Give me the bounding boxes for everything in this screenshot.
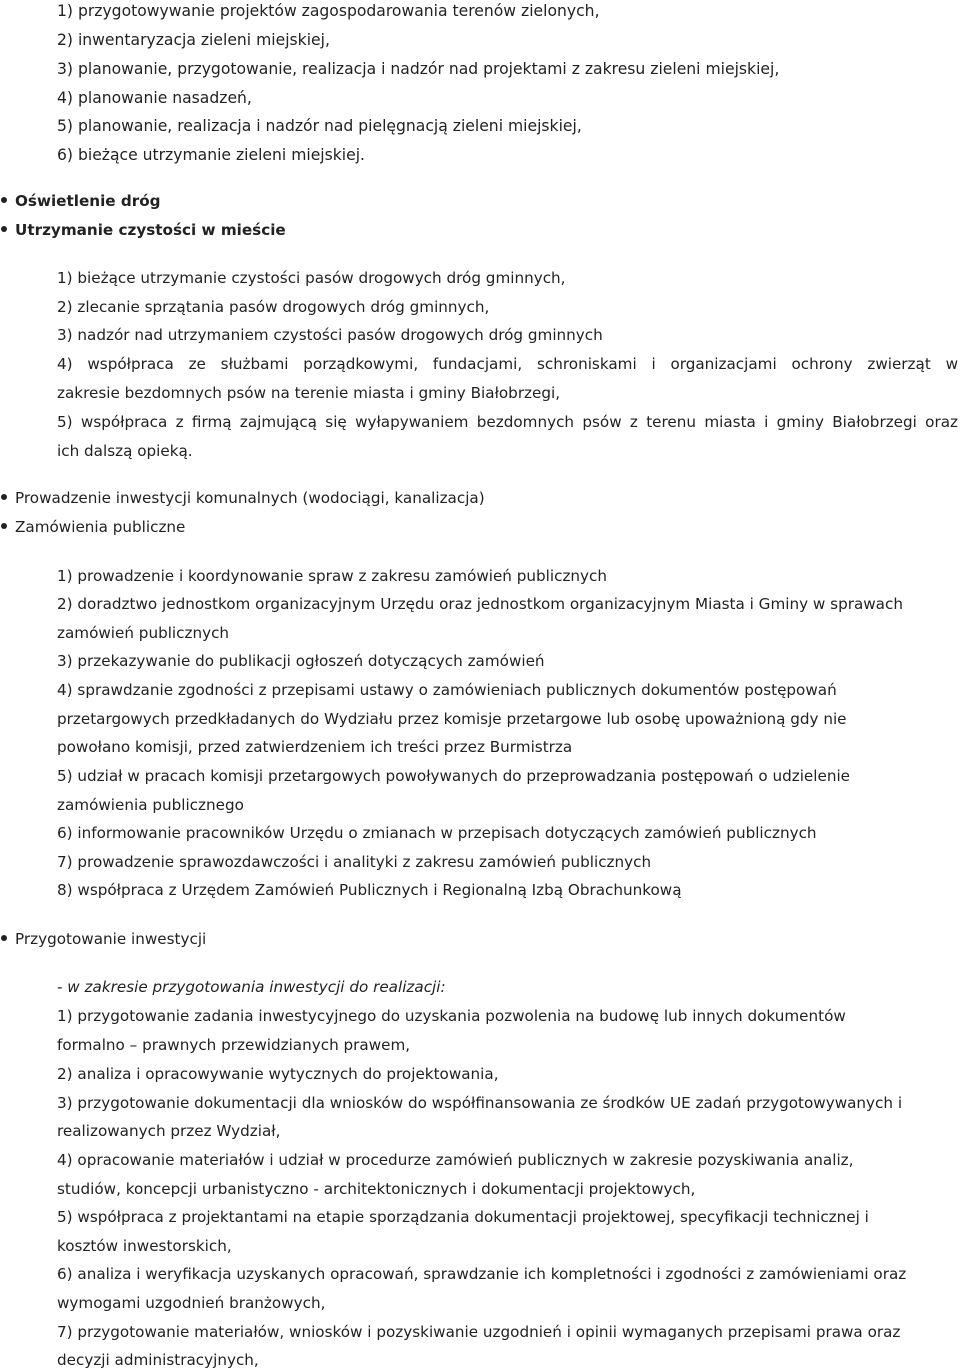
list-item: 4) planowanie nasadzeń, [57,89,252,107]
list-item: zakresie bezdomnych psów na terenie miasta i gminy Białobrzegi, [57,384,561,402]
list-item: 3) przygotowanie dokumentacji dla wniosków do współfinansowania ze środków UE zadań przygotowywanych i [57,1094,903,1112]
list-item: 7) przygotowanie materiałów, wniosków i pozyskiwanie uzgodnień i opinii wymaganych przepisami prawa oraz [57,1323,901,1341]
list-item: zamówień publicznych [57,624,230,642]
list-item: decyzji administracyjnych, [57,1351,259,1369]
list-item: realizowanych przez Wydział, [57,1122,281,1140]
list-item: 2) inwentaryzacja zieleni miejskiej, [57,31,330,49]
list-item: 5) współpraca z firmą zajmującą się wyłapywaniem bezdomnych psów z terenu miasta i gminy Białobrzegi oraz [57,413,958,431]
list-item: 1) bieżące utrzymanie czystości pasów drogowych dróg gminnych, [57,269,566,287]
heading-procurement: Zamówienia publiczne [0,517,185,537]
list-item: ich dalszą opieką. [57,442,193,460]
list-item: 6) bieżące utrzymanie zieleni miejskiej. [57,146,366,164]
list-item: kosztów inwestorskich, [57,1237,232,1255]
list-item: 4) sprawdzanie zgodności z przepisami ustawy o zamówieniach publicznych dokumentów postępowań [57,681,837,699]
list-item: 2) analiza i opracowywanie wytycznych do projektowania, [57,1065,499,1083]
list-item: 1) przygotowanie zadania inwestycyjnego do uzyskania pozwolenia na budowę lub innych dokumentów [57,1007,846,1025]
list-item: 8) współpraca z Urzędem Zamówień Publicznych i Regionalną Izbą Obrachunkową [57,881,682,899]
list-item: przetargowych przedkładanych do Wydziału przez komisje przetargowe lub osobę upoważnioną gdy nie [57,710,847,728]
list-item: 5) planowanie, realizacja i nadzór nad pielęgnacją zieleni miejskiej, [57,117,582,135]
heading-investments: Prowadzenie inwestycji komunalnych (wodociągi, kanalizacja) [0,488,485,508]
list-item: powołano komisji, przed zatwierdzeniem ich treści przez Burmistrza [57,738,573,756]
list-item: zamówienia publicznego [57,796,244,814]
heading-preparation: Przygotowanie inwestycji [0,929,206,949]
list-item: 4) opracowanie materiałów i udział w procedurze zamówień publicznych w zakresie pozyskiwania analiz, [57,1151,854,1169]
list-item: formalno – prawnych przewidzianych prawem, [57,1036,411,1054]
list-item: 3) nadzór nad utrzymaniem czystości pasów drogowych dróg gminnych [57,326,603,344]
list-item: 7) prowadzenie sprawozdawczości i analityki z zakresu zamówień publicznych [57,853,652,871]
list-item: 2) doradztwo jednostkom organizacyjnym Urzędu oraz jednostkom organizacyjnym Miasta i Gminy w sprawach [57,595,903,613]
list-item: 2) zlecanie sprzątania pasów drogowych dróg gminnych, [57,298,490,316]
list-item: 1) prowadzenie i koordynowanie spraw z zakresu zamówień publicznych [57,567,608,585]
list-item: 3) przekazywanie do publikacji ogłoszeń dotyczących zamówień [57,652,545,670]
list-item: studiów, koncepcji urbanistyczno - architektonicznych i dokumentacji projektowych, [57,1180,696,1198]
list-item: 5) udział w pracach komisji przetargowych powoływanych do przeprowadzania postępowań o udzielenie [57,767,851,785]
section-subtitle: - w zakresie przygotowania inwestycji do realizacji: [57,978,446,996]
list-item: 5) współpraca z projektantami na etapie sporządzania dokumentacji projektowej, specyfikacji technicznej i [57,1208,869,1226]
list-item: 3) planowanie, przygotowanie, realizacja i nadzór nad projektami z zakresu zieleni miejskiej, [57,60,780,78]
heading-cleanliness: Utrzymanie czystości w mieście [0,220,286,240]
list-item: wymogami uzgodnień branżowych, [57,1294,326,1312]
list-item: 6) analiza i weryfikacja uzyskanych opracowań, sprawdzanie ich kompletności i zgodności z zamówieniami oraz [57,1265,907,1283]
heading-lighting: Oświetlenie dróg [0,191,161,211]
list-item: 4) współpraca ze służbami porządkowymi, fundacjami, schroniskami i organizacjami ochrony zwierząt w [57,355,958,373]
list-item: 1) przygotowywanie projektów zagospodarowania terenów zielonych, [57,2,600,20]
list-item: 6) informowanie pracowników Urzędu o zmianach w przepisach dotyczących zamówień publicznych [57,824,817,842]
